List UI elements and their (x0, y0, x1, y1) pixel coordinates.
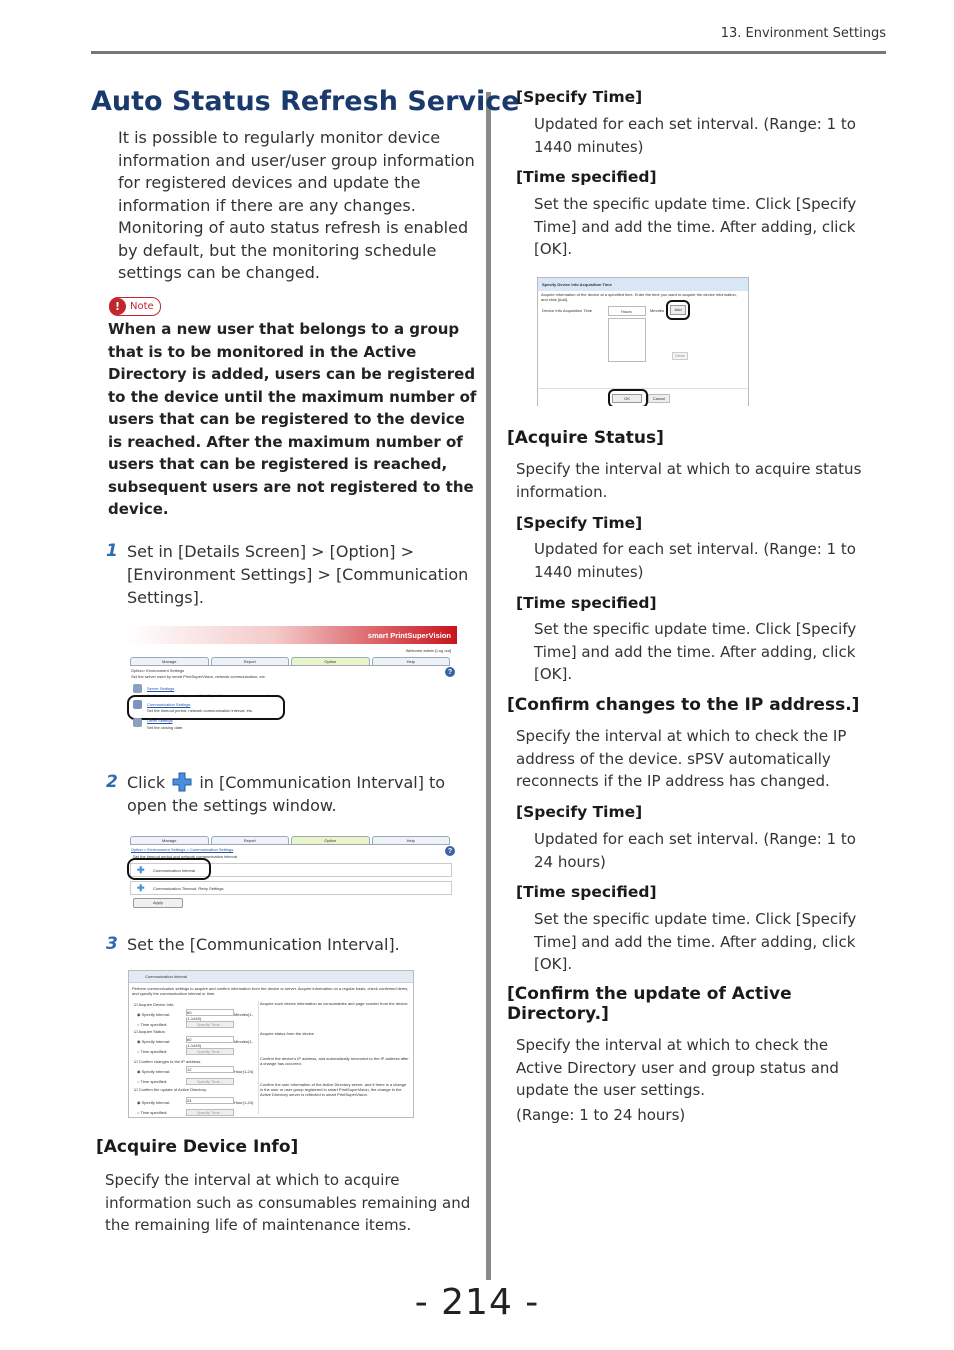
server-icon (133, 684, 142, 693)
radio-time-specified[interactable]: ○ Time specified: (137, 1022, 168, 1027)
subheading-time-specified: [Time specified] (516, 594, 657, 612)
subheading-specify-time: [Specify Time] (516, 88, 643, 106)
section-body-confirm-ip: Specify the interval at which to check the IP address of the device. sPSV automatically reconnects if the IP address has changed. (516, 727, 847, 790)
tab-help[interactable]: Help (372, 836, 451, 845)
screenshot-communication-settings (127, 834, 457, 918)
specify-time-button[interactable]: Specify Time... (186, 1021, 234, 1028)
highlight-oval-ok (608, 389, 648, 406)
subheading-time-specified: [Time specified] (516, 883, 657, 901)
section-body-acquire-device-info: Specify the interval at which to acquire information such as consumables remaining and the remaining life of maintenance items. (105, 1171, 471, 1234)
brand-name: smart PrintSuperVision (367, 631, 451, 640)
specify-time-button[interactable]: Specify Time... (186, 1109, 234, 1116)
group-note: Confirm the user information of the Active Directory server, and if there is a change in the user or user group registered in smart PrintSuperVision, the change in the Active Directory server is reflected in smart PrintSuperVision. (260, 1082, 407, 1097)
group-note: Acquire status from the device. (260, 1031, 315, 1036)
highlight-oval-add (666, 300, 690, 320)
row-label: Communication Interval (153, 868, 196, 873)
dialog-desc: Perform communication settings to acquire and confirm information from the device or server. Acquire information on a regular basis, check confirmed items, and specify the communication interval or time. (132, 986, 409, 996)
screenshot-specify-time-dialog (537, 277, 749, 406)
radio-specify-interval[interactable]: ◉ Specify Interval: (137, 1069, 171, 1074)
radio-specify-interval[interactable]: ◉ Specify Interval: (137, 1039, 171, 1044)
plus-icon[interactable]: ✚ (137, 883, 145, 893)
apply-button[interactable]: Apply (133, 898, 183, 908)
step-2-number: 2 (106, 772, 118, 792)
dialog-desc: Acquire information of the device at a specified time. Enter the time you want to acquire the device information, and click [Add]. (541, 292, 737, 302)
interval-range: (1-1440) (186, 1043, 202, 1048)
section-desc: Set the server used by smart PrintSuperVision, network communication, etc. (131, 674, 266, 679)
section-heading-confirm-ip: [Confirm changes to the IP address.] (507, 695, 860, 715)
dialog-title: Communication Interval (145, 974, 188, 979)
body-specify-time: Updated for each set interval. (Range: 1 to 1440 minutes) (534, 540, 856, 581)
interval-input[interactable]: 12 (186, 1066, 234, 1073)
tab-report[interactable]: Report (211, 836, 290, 845)
body-time-specified: Set the specific update time. Click [Specify Time] and add the time. After adding, click [OK]. (534, 195, 857, 258)
screenshot-communication-interval (128, 970, 414, 1118)
note-badge (109, 297, 161, 316)
step-2-text-after: in [Communication Interval] to open the settings window. (127, 773, 446, 815)
page-title: Auto Status Refresh Service (91, 86, 520, 117)
delete-button[interactable]: Delete (672, 352, 688, 360)
group-acquire-status[interactable]: ☑ Acquire Status: (134, 1029, 166, 1034)
interval-input[interactable]: 60 (186, 1036, 234, 1043)
interval-input[interactable]: 24 (186, 1097, 234, 1104)
step-2-text-before: Click (127, 773, 166, 792)
group-confirm-ad[interactable]: ☑ Confirm the update of Active Directory. (134, 1087, 207, 1092)
ok-button[interactable]: OK (612, 394, 642, 403)
interval-unit: Minutes(1- (234, 1012, 253, 1017)
tab-report[interactable]: Report (211, 657, 290, 666)
tab-help[interactable]: Help (372, 657, 451, 666)
header-rule (91, 51, 886, 54)
communication-settings-desc: Set the timeout period, network communication interval, etc. (147, 708, 254, 713)
highlight-oval (127, 858, 211, 880)
step-1-text: Set in [Details Screen] > [Option] > [Environment Settings] > [Communication Settings]. (127, 542, 469, 607)
row-timeout-retry[interactable] (130, 881, 452, 895)
help-icon[interactable]: ? (445, 846, 455, 856)
interval-range: (1-1440) (186, 1016, 202, 1021)
column-divider (486, 92, 491, 1280)
subheading-specify-time: [Specify Time] (516, 803, 643, 821)
radio-time-specified[interactable]: ○ Time specified: (137, 1110, 168, 1115)
group-confirm-ip[interactable]: ☑ Confirm changes to the IP address. (134, 1059, 202, 1064)
cancel-button[interactable]: Cancel (648, 394, 670, 403)
specify-time-button[interactable]: Specify Time... (186, 1078, 234, 1085)
dialog-title: Specify Device Info Acquisition Time (542, 282, 612, 287)
interval-settings-column (132, 1001, 259, 1114)
welcome-text: Welcome admin [Log out] (405, 648, 451, 653)
subheading-specify-time: [Specify Time] (516, 514, 643, 532)
tab-manage[interactable]: Manage (130, 657, 209, 666)
radio-specify-interval[interactable]: ◉ Specify Interval: (137, 1100, 171, 1105)
section-heading-acquire-device-info: [Acquire Device Info] (96, 1137, 299, 1157)
calendar-icon (133, 718, 142, 727)
tab-option[interactable]: Option (291, 657, 370, 666)
step-3-number: 3 (106, 934, 118, 954)
time-list[interactable] (608, 318, 646, 362)
breadcrumb-2[interactable]: Option > Environment Settings > Communication Settings (131, 847, 234, 852)
section-heading-acquire-status: [Acquire Status] (507, 428, 664, 448)
group-note: Confirm the device's IP address, and automatically reconnect to the IP address after a change has occurred. (260, 1056, 409, 1066)
section-desc-2: Set the timeout period and network communication interval. (133, 854, 239, 859)
row-label: Communication Timeout, Retry Settings (153, 886, 224, 891)
screenshot-environment-settings (127, 626, 457, 748)
help-icon[interactable]: ? (445, 667, 455, 677)
chapter-header: 13. Environment Settings (720, 26, 886, 41)
section-range-confirm-ad: (Range: 1 to 24 hours) (516, 1106, 686, 1124)
step-1-number: 1 (106, 541, 118, 561)
server-settings-desc: Set the server used by smart PrintSuperVision, network communication, etc. (147, 693, 282, 698)
radio-time-specified[interactable]: ○ Time specified: (137, 1079, 168, 1084)
interval-unit: Minutes(1- (234, 1039, 253, 1044)
body-specify-time: Updated for each set interval. (Range: 1 to 24 hours) (534, 830, 856, 871)
note-badge-label: Note (130, 301, 154, 312)
subheading-time-specified: [Time specified] (516, 168, 657, 186)
step-2-text (127, 771, 479, 817)
breadcrumb: Option> Environment Settings (131, 668, 185, 673)
interval-unit: Hour(1-24) (234, 1069, 254, 1074)
radio-specify-interval[interactable]: ◉ Specify Interval: (137, 1012, 171, 1017)
intro-paragraph: It is possible to regularly monitor device information and user/user group information for registered devices and update the information if there are any changes. Monitoring of auto status refresh is enabled by default, but the monitoring schedule settings can be changed. (118, 128, 475, 282)
body-specify-time: Updated for each set interval. (Range: 1 to 1440 minutes) (534, 115, 856, 156)
minutes-label: Minutes (650, 308, 665, 313)
body-time-specified: Set the specific update time. Click [Specify Time] and add the time. After adding, click [OK]. (534, 910, 857, 973)
specify-time-button[interactable]: Specify Time... (186, 1048, 234, 1055)
add-button[interactable]: Add (670, 305, 686, 315)
section-body-acquire-status: Specify the interval at which to acquire status information. (516, 460, 862, 501)
interval-unit: Hour(1-24) (234, 1100, 254, 1105)
acquisition-time-label: Device Info Acquisition Time (542, 308, 593, 313)
hours-select[interactable]: Hours (608, 306, 646, 316)
tab-option[interactable]: Option (291, 836, 370, 845)
highlight-oval (127, 695, 285, 720)
brand-banner (127, 626, 457, 644)
other-settings-link[interactable]: Other Settings (147, 718, 173, 723)
page-number: - 214 - (414, 1282, 540, 1323)
section-body-confirm-ad: Specify the interval at which to check the Active Directory user and group status and update the user settings. (516, 1036, 839, 1099)
exclamation-icon: ! (109, 298, 126, 315)
body-time-specified: Set the specific update time. Click [Specify Time] and add the time. After adding, click [OK]. (534, 620, 857, 683)
tab-manage[interactable]: Manage (130, 836, 209, 845)
server-settings-link[interactable]: Server Settings (147, 686, 175, 691)
note-text: When a new user that belongs to a group that is to be monitored in the Active Directory is added, users can be registered to the device until the maximum number of users that can be registered to the device is reached. After the maximum number of users that can be registered is reached, subsequent users are not registered to the device. (108, 320, 477, 518)
radio-time-specified[interactable]: ○ Time specified: (137, 1049, 168, 1054)
section-heading-confirm-ad: [Confirm the update of Active Directory.] (507, 984, 792, 1024)
other-settings-desc: Set the closing date. (147, 725, 184, 730)
group-note: Acquire such device information as consumables and page counter from the device. (260, 1001, 409, 1006)
plus-icon[interactable]: ✚ (137, 865, 145, 875)
step-3-text: Set the [Communication Interval]. (127, 935, 400, 954)
communication-settings-link[interactable]: Communication Settings (147, 702, 191, 707)
group-acquire-device-info[interactable]: ☑ Acquire Device Info: (134, 1002, 175, 1007)
interval-input[interactable]: 60 (186, 1009, 234, 1016)
plus-icon (172, 772, 192, 792)
